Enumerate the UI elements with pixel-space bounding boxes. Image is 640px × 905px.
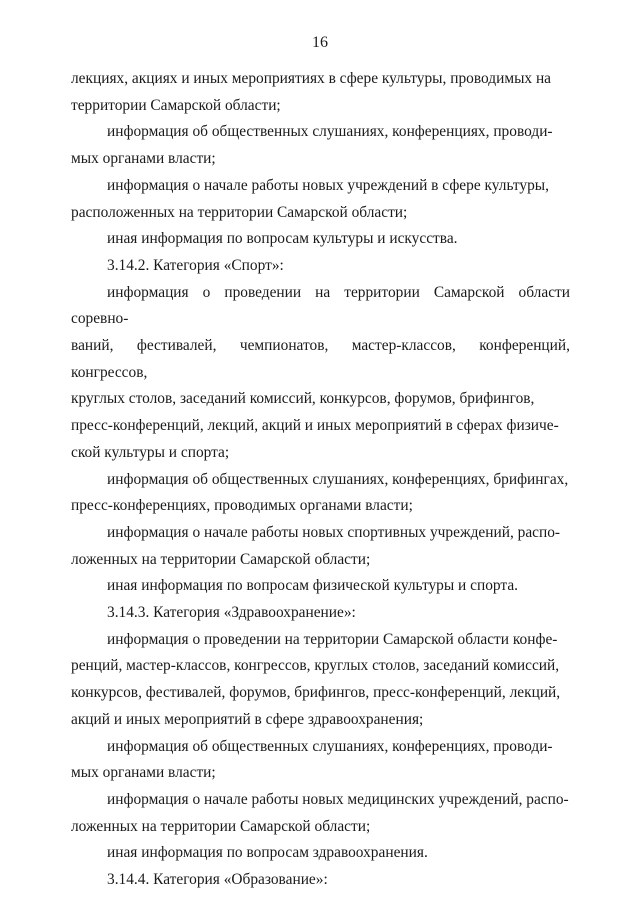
text-line: ложенных на территории Самарской области; xyxy=(71,550,371,568)
text-line: территории Самарской области; xyxy=(71,96,281,114)
document-body xyxy=(71,66,570,894)
paragraph xyxy=(71,280,570,467)
text-line: расположенных на территории Самарской области; xyxy=(71,203,408,221)
text-line: акций и иных мероприятий в сфере здравоохранения; xyxy=(71,710,424,728)
text-line: информация о начале работы новых медицинских учреждений, распо- xyxy=(107,790,569,808)
paragraph xyxy=(71,467,570,520)
text-line: круглых столов, заседаний комиссий, конкурсов, форумов, брифингов, xyxy=(71,390,535,408)
paragraph xyxy=(71,787,570,840)
text-line: 3.14.3. Категория «Здравоохранение»: xyxy=(107,604,356,622)
text-line: ложенных на территории Самарской области; xyxy=(71,817,371,835)
text-line: пресс-конференций, лекций, акций и иных мероприятий в сферах физиче- xyxy=(71,417,559,435)
text-line: иная информация по вопросам здравоохранения. xyxy=(107,844,428,862)
text-line: информация о проведении на территории Самарской области конфе- xyxy=(107,630,558,648)
text-line: информация об общественных слушаниях, конференциях, проводи- xyxy=(107,737,553,755)
paragraph xyxy=(71,119,570,172)
text-line: информация о начале работы новых учреждений в сфере культуры, xyxy=(107,176,549,194)
text-line: информация об общественных слушаниях, конференциях, брифингах, xyxy=(107,470,569,488)
text-line: 3.14.2. Категория «Спорт»: xyxy=(107,256,284,274)
text-line: пресс-конференциях, проводимых органами власти; xyxy=(71,497,413,515)
text-line: иная информация по вопросам культуры и искусства. xyxy=(107,230,458,248)
text-line: иная информация по вопросам физической культуры и спорта. xyxy=(107,577,518,595)
paragraph xyxy=(71,840,570,867)
text-line: информация о проведении на территории Самарской области соревно- xyxy=(71,283,570,328)
page-number: 16 xyxy=(312,34,328,51)
text-line: информация о начале работы новых спортивных учреждений, распо- xyxy=(107,523,561,541)
text-line: мых органами власти; xyxy=(71,150,216,168)
paragraph xyxy=(71,173,570,226)
section-heading xyxy=(71,253,570,280)
paragraph xyxy=(71,573,570,600)
text-line: конкурсов, фестивалей, форумов, брифингов, пресс-конференций, лекций, xyxy=(71,684,561,702)
paragraph xyxy=(71,520,570,573)
text-line: мых органами власти; xyxy=(71,764,216,782)
paragraph xyxy=(71,226,570,253)
paragraph xyxy=(71,627,570,734)
paragraph xyxy=(71,66,570,119)
section-heading xyxy=(71,600,570,627)
text-line: 3.14.4. Категория «Образование»: xyxy=(107,871,328,889)
text-line: лекциях, акциях и иных мероприятиях в сфере культуры, проводимых на xyxy=(71,70,552,87)
text-line: информация об общественных слушаниях, конференциях, проводи- xyxy=(107,123,553,141)
text-line: ской культуры и спорта; xyxy=(71,443,230,461)
paragraph xyxy=(71,734,570,787)
section-heading xyxy=(71,867,570,894)
text-line: ваний, фестивалей, чемпионатов, мастер-классов, конференций, конгрессов, xyxy=(71,337,570,381)
text-line: ренций, мастер-классов, конгрессов, круглых столов, заседаний комиссий, xyxy=(71,657,560,675)
